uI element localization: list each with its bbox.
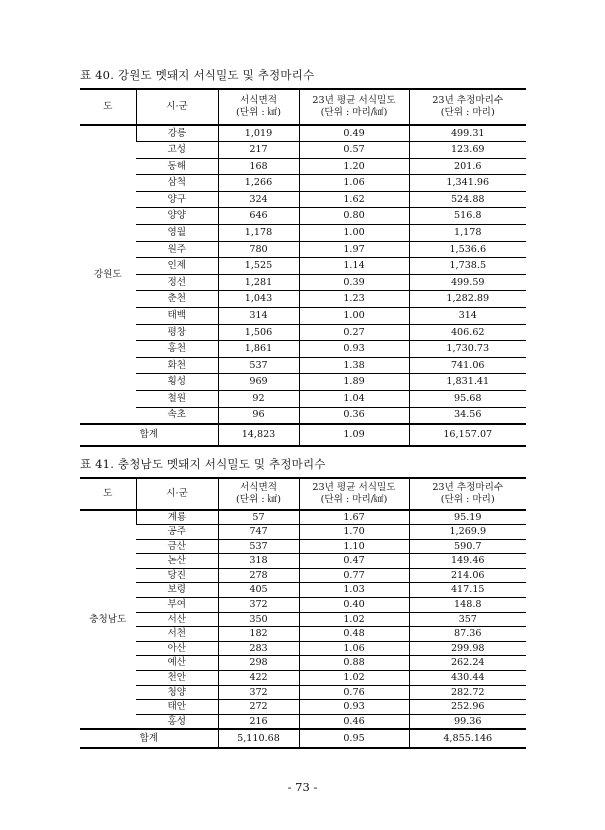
table-row bbox=[80, 291, 526, 308]
count-cell: 1,282.89 bbox=[409, 291, 526, 308]
sigun-cell: 인제 bbox=[136, 258, 218, 275]
total-density: 0.95 bbox=[299, 729, 409, 748]
sigun-cell: 속초 bbox=[136, 407, 218, 424]
table-row bbox=[80, 525, 526, 540]
table-row bbox=[80, 685, 526, 700]
total-row bbox=[80, 424, 526, 446]
area-cell: 182 bbox=[218, 627, 299, 642]
area-cell: 318 bbox=[218, 554, 299, 569]
area-cell: 216 bbox=[218, 714, 299, 729]
sigun-cell: 삼척 bbox=[136, 175, 218, 192]
density-cell: 0.80 bbox=[299, 208, 409, 225]
area-cell: 372 bbox=[218, 685, 299, 700]
area-cell: 168 bbox=[218, 158, 299, 175]
table-row bbox=[80, 612, 526, 627]
sigun-cell: 예산 bbox=[136, 656, 218, 671]
total-label: 합계 bbox=[80, 729, 218, 748]
sigun-cell: 아산 bbox=[136, 641, 218, 656]
table-row bbox=[80, 357, 526, 374]
table-row bbox=[80, 391, 526, 408]
area-cell: 537 bbox=[218, 539, 299, 554]
header-do: 도 bbox=[80, 478, 136, 510]
area-cell: 969 bbox=[218, 374, 299, 391]
count-cell: 1,831.41 bbox=[409, 374, 526, 391]
area-cell: 1,043 bbox=[218, 291, 299, 308]
sigun-cell: 금산 bbox=[136, 539, 218, 554]
density-cell: 0.88 bbox=[299, 656, 409, 671]
province-cell: 강원도 bbox=[80, 125, 136, 424]
table-row bbox=[80, 407, 526, 424]
area-cell: 92 bbox=[218, 391, 299, 408]
count-cell: 95.68 bbox=[409, 391, 526, 408]
area-cell: 283 bbox=[218, 641, 299, 656]
count-cell: 741.06 bbox=[409, 357, 526, 374]
sigun-cell: 당진 bbox=[136, 568, 218, 583]
density-cell: 1.06 bbox=[299, 175, 409, 192]
density-cell: 0.76 bbox=[299, 685, 409, 700]
table-row bbox=[80, 568, 526, 583]
count-cell: 149.46 bbox=[409, 554, 526, 569]
area-cell: 537 bbox=[218, 357, 299, 374]
sigun-cell: 강릉 bbox=[136, 125, 218, 142]
table-row bbox=[80, 274, 526, 291]
area-cell: 57 bbox=[218, 510, 299, 525]
count-cell: 314 bbox=[409, 308, 526, 325]
count-cell: 148.8 bbox=[409, 598, 526, 613]
area-cell: 1,861 bbox=[218, 341, 299, 358]
table-row bbox=[80, 554, 526, 569]
table-row bbox=[80, 125, 526, 142]
density-cell: 1.20 bbox=[299, 158, 409, 175]
table-row bbox=[80, 241, 526, 258]
density-cell: 1.03 bbox=[299, 583, 409, 598]
density-cell: 1.97 bbox=[299, 241, 409, 258]
table40-caption: 표 40. 강원도 멧돼지 서식밀도 및 추정마리수 bbox=[80, 68, 315, 82]
table-row bbox=[80, 539, 526, 554]
sigun-cell: 계룡 bbox=[136, 510, 218, 525]
sigun-cell: 철원 bbox=[136, 391, 218, 408]
count-cell: 299.98 bbox=[409, 641, 526, 656]
total-label: 합계 bbox=[80, 424, 218, 446]
area-cell: 422 bbox=[218, 671, 299, 686]
table-row bbox=[80, 641, 526, 656]
density-cell: 1.00 bbox=[299, 308, 409, 325]
sigun-cell: 태안 bbox=[136, 700, 218, 715]
count-cell: 214.06 bbox=[409, 568, 526, 583]
area-cell: 646 bbox=[218, 208, 299, 225]
sigun-cell: 보령 bbox=[136, 583, 218, 598]
count-cell: 262.24 bbox=[409, 656, 526, 671]
table41 bbox=[80, 477, 526, 749]
sigun-cell: 동해 bbox=[136, 158, 218, 175]
area-cell: 278 bbox=[218, 568, 299, 583]
sigun-cell: 고성 bbox=[136, 142, 218, 159]
density-cell: 1.89 bbox=[299, 374, 409, 391]
area-cell: 1,178 bbox=[218, 225, 299, 242]
density-cell: 0.40 bbox=[299, 598, 409, 613]
count-cell: 406.62 bbox=[409, 324, 526, 341]
table-row bbox=[80, 258, 526, 275]
count-cell: 430.44 bbox=[409, 671, 526, 686]
total-count: 16,157.07 bbox=[409, 424, 526, 446]
sigun-cell: 양양 bbox=[136, 208, 218, 225]
density-cell: 0.49 bbox=[299, 125, 409, 142]
density-cell: 1.00 bbox=[299, 225, 409, 242]
area-cell: 272 bbox=[218, 700, 299, 715]
sigun-cell: 청양 bbox=[136, 685, 218, 700]
table-row bbox=[80, 191, 526, 208]
count-cell: 590.7 bbox=[409, 539, 526, 554]
density-cell: 0.46 bbox=[299, 714, 409, 729]
table-row bbox=[80, 208, 526, 225]
sigun-cell: 부여 bbox=[136, 598, 218, 613]
sigun-cell: 평창 bbox=[136, 324, 218, 341]
count-cell: 1,178 bbox=[409, 225, 526, 242]
count-cell: 123.69 bbox=[409, 142, 526, 159]
count-cell: 1,536.6 bbox=[409, 241, 526, 258]
area-cell: 324 bbox=[218, 191, 299, 208]
density-cell: 1.02 bbox=[299, 671, 409, 686]
table-row bbox=[80, 158, 526, 175]
table-row bbox=[80, 671, 526, 686]
table-row bbox=[80, 714, 526, 729]
sigun-cell: 화천 bbox=[136, 357, 218, 374]
sigun-cell: 춘천 bbox=[136, 291, 218, 308]
province-cell: 충청남도 bbox=[80, 510, 136, 729]
density-cell: 1.62 bbox=[299, 191, 409, 208]
table40-header-row bbox=[80, 89, 526, 125]
density-cell: 0.93 bbox=[299, 341, 409, 358]
density-cell: 1.70 bbox=[299, 525, 409, 540]
count-cell: 1,730.73 bbox=[409, 341, 526, 358]
density-cell: 1.04 bbox=[299, 391, 409, 408]
count-cell: 99.36 bbox=[409, 714, 526, 729]
table-row bbox=[80, 656, 526, 671]
header-count: 23년 추정마리수 (단위 : 마리) bbox=[409, 89, 526, 125]
table40 bbox=[80, 88, 526, 447]
density-cell: 0.36 bbox=[299, 407, 409, 424]
sigun-cell: 논산 bbox=[136, 554, 218, 569]
density-cell: 0.48 bbox=[299, 627, 409, 642]
area-cell: 780 bbox=[218, 241, 299, 258]
sigun-cell: 양구 bbox=[136, 191, 218, 208]
density-cell: 1.67 bbox=[299, 510, 409, 525]
area-cell: 217 bbox=[218, 142, 299, 159]
count-cell: 357 bbox=[409, 612, 526, 627]
density-cell: 0.27 bbox=[299, 324, 409, 341]
count-cell: 87.36 bbox=[409, 627, 526, 642]
total-area: 5,110.68 bbox=[218, 729, 299, 748]
sigun-cell: 홍성 bbox=[136, 714, 218, 729]
total-row bbox=[80, 729, 526, 748]
area-cell: 1,525 bbox=[218, 258, 299, 275]
count-cell: 95.19 bbox=[409, 510, 526, 525]
density-cell: 0.93 bbox=[299, 700, 409, 715]
sigun-cell: 원주 bbox=[136, 241, 218, 258]
density-cell: 0.57 bbox=[299, 142, 409, 159]
density-cell: 1.02 bbox=[299, 612, 409, 627]
count-cell: 1,738.5 bbox=[409, 258, 526, 275]
density-cell: 1.06 bbox=[299, 641, 409, 656]
table-row bbox=[80, 700, 526, 715]
density-cell: 1.14 bbox=[299, 258, 409, 275]
header-sigun: 시·군 bbox=[136, 478, 218, 510]
header-sigun: 시·군 bbox=[136, 89, 218, 125]
header-density: 23년 평균 서식밀도 (단위 : 마리/㎢) bbox=[299, 89, 409, 125]
header-do: 도 bbox=[80, 89, 136, 125]
header-density: 23년 평균 서식밀도 (단위 : 마리/㎢) bbox=[299, 478, 409, 510]
sigun-cell: 서산 bbox=[136, 612, 218, 627]
area-cell: 405 bbox=[218, 583, 299, 598]
table-row bbox=[80, 627, 526, 642]
table-row bbox=[80, 175, 526, 192]
header-area: 서식면적 (단위 : ㎢) bbox=[218, 89, 299, 125]
table-row bbox=[80, 583, 526, 598]
count-cell: 499.59 bbox=[409, 274, 526, 291]
area-cell: 1,506 bbox=[218, 324, 299, 341]
page-number: - 73 - bbox=[287, 780, 318, 794]
count-cell: 282.72 bbox=[409, 685, 526, 700]
density-cell: 1.23 bbox=[299, 291, 409, 308]
count-cell: 252.96 bbox=[409, 700, 526, 715]
area-cell: 96 bbox=[218, 407, 299, 424]
density-cell: 0.47 bbox=[299, 554, 409, 569]
sigun-cell: 횡성 bbox=[136, 374, 218, 391]
area-cell: 350 bbox=[218, 612, 299, 627]
sigun-cell: 태백 bbox=[136, 308, 218, 325]
table41-header-row bbox=[80, 478, 526, 510]
table-row bbox=[80, 142, 526, 159]
area-cell: 1,266 bbox=[218, 175, 299, 192]
sigun-cell: 홍천 bbox=[136, 341, 218, 358]
total-density: 1.09 bbox=[299, 424, 409, 446]
count-cell: 1,269.9 bbox=[409, 525, 526, 540]
count-cell: 417.15 bbox=[409, 583, 526, 598]
sigun-cell: 영월 bbox=[136, 225, 218, 242]
header-area: 서식면적 (단위 : ㎢) bbox=[218, 478, 299, 510]
count-cell: 516.8 bbox=[409, 208, 526, 225]
table-row bbox=[80, 598, 526, 613]
area-cell: 1,281 bbox=[218, 274, 299, 291]
density-cell: 0.39 bbox=[299, 274, 409, 291]
count-cell: 201.6 bbox=[409, 158, 526, 175]
total-count: 4,855.146 bbox=[409, 729, 526, 748]
table-row bbox=[80, 324, 526, 341]
sigun-cell: 천안 bbox=[136, 671, 218, 686]
table-row bbox=[80, 225, 526, 242]
area-cell: 1,019 bbox=[218, 125, 299, 142]
sigun-cell: 정선 bbox=[136, 274, 218, 291]
area-cell: 298 bbox=[218, 656, 299, 671]
density-cell: 1.38 bbox=[299, 357, 409, 374]
density-cell: 0.77 bbox=[299, 568, 409, 583]
table-row bbox=[80, 510, 526, 525]
count-cell: 524.88 bbox=[409, 191, 526, 208]
header-count: 23년 추정마리수 (단위 : 마리) bbox=[409, 478, 526, 510]
count-cell: 34.56 bbox=[409, 407, 526, 424]
density-cell: 1.10 bbox=[299, 539, 409, 554]
table-row bbox=[80, 308, 526, 325]
count-cell: 1,341.96 bbox=[409, 175, 526, 192]
total-area: 14,823 bbox=[218, 424, 299, 446]
area-cell: 747 bbox=[218, 525, 299, 540]
count-cell: 499.31 bbox=[409, 125, 526, 142]
table-row bbox=[80, 341, 526, 358]
table41-caption: 표 41. 충청남도 멧돼지 서식밀도 및 추정마리수 bbox=[80, 457, 326, 471]
table-row bbox=[80, 374, 526, 391]
area-cell: 372 bbox=[218, 598, 299, 613]
sigun-cell: 공주 bbox=[136, 525, 218, 540]
area-cell: 314 bbox=[218, 308, 299, 325]
sigun-cell: 서천 bbox=[136, 627, 218, 642]
